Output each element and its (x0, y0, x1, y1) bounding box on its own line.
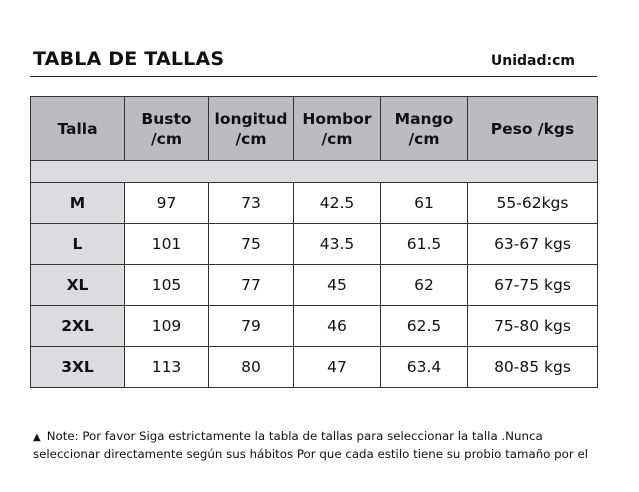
size-chart-table (30, 96, 598, 388)
size-cell: 3XL (31, 347, 125, 388)
peso-cell: 63-67 kgs (468, 224, 598, 265)
table-row (31, 347, 598, 388)
spacer-cell (31, 161, 598, 183)
column-header-line: longitud (214, 109, 288, 128)
warning-triangle-icon: ▲ (33, 432, 41, 443)
longitud-cell: 77 (209, 265, 294, 306)
column-header-line: Hombor (302, 109, 372, 128)
hombro-cell: 45 (294, 265, 381, 306)
busto-cell: 105 (125, 265, 209, 306)
column-header-mango (381, 97, 468, 161)
mango-cell: 63.4 (381, 347, 468, 388)
column-header-unit: /cm (321, 129, 353, 148)
column-header-line: Busto (141, 109, 192, 128)
size-cell: M (31, 183, 125, 224)
size-cell: XL (31, 265, 125, 306)
peso-cell: 67-75 kgs (468, 265, 598, 306)
hombro-cell: 43.5 (294, 224, 381, 265)
busto-cell: 101 (125, 224, 209, 265)
peso-cell: 55-62kgs (468, 183, 598, 224)
longitud-cell: 80 (209, 347, 294, 388)
longitud-cell: 75 (209, 224, 294, 265)
table-row (31, 183, 598, 224)
column-header-line: Talla (57, 119, 98, 138)
mango-cell: 62 (381, 265, 468, 306)
column-header-unit: /cm (235, 129, 267, 148)
column-header-peso (468, 97, 598, 161)
busto-cell: 113 (125, 347, 209, 388)
column-header-unit: /cm (408, 129, 440, 148)
size-cell: 2XL (31, 306, 125, 347)
mango-cell: 62.5 (381, 306, 468, 347)
size-cell: L (31, 224, 125, 265)
busto-cell: 109 (125, 306, 209, 347)
table-header-row (31, 97, 598, 161)
page-title: TABLA DE TALLAS (33, 48, 225, 70)
busto-cell: 97 (125, 183, 209, 224)
peso-cell: 80-85 kgs (468, 347, 598, 388)
column-header-longitud (209, 97, 294, 161)
mango-cell: 61.5 (381, 224, 468, 265)
table-row (31, 224, 598, 265)
longitud-cell: 79 (209, 306, 294, 347)
note-text: Note: Por favor Siga estrictamente la tabla de tallas para seleccionar la talla .Nunca seleccionar directamente según sus hábitos Por que cada estilo tiene su probio tamaño por el (33, 429, 588, 461)
table-row (31, 306, 598, 347)
peso-cell: 75-80 kgs (468, 306, 598, 347)
column-header-busto (125, 97, 209, 161)
hombro-cell: 47 (294, 347, 381, 388)
column-header-line: Mango (394, 109, 454, 128)
column-header-talla (31, 97, 125, 161)
title-divider (30, 76, 597, 77)
longitud-cell: 73 (209, 183, 294, 224)
mango-cell: 61 (381, 183, 468, 224)
table-row (31, 265, 598, 306)
hombro-cell: 46 (294, 306, 381, 347)
column-header-hombro (294, 97, 381, 161)
unit-label: Unidad:cm (490, 53, 575, 69)
column-header-unit: /cm (151, 129, 182, 148)
column-header-line: Peso /kgs (490, 119, 575, 138)
size-note (33, 428, 603, 463)
table-spacer-row (31, 161, 598, 183)
hombro-cell: 42.5 (294, 183, 381, 224)
